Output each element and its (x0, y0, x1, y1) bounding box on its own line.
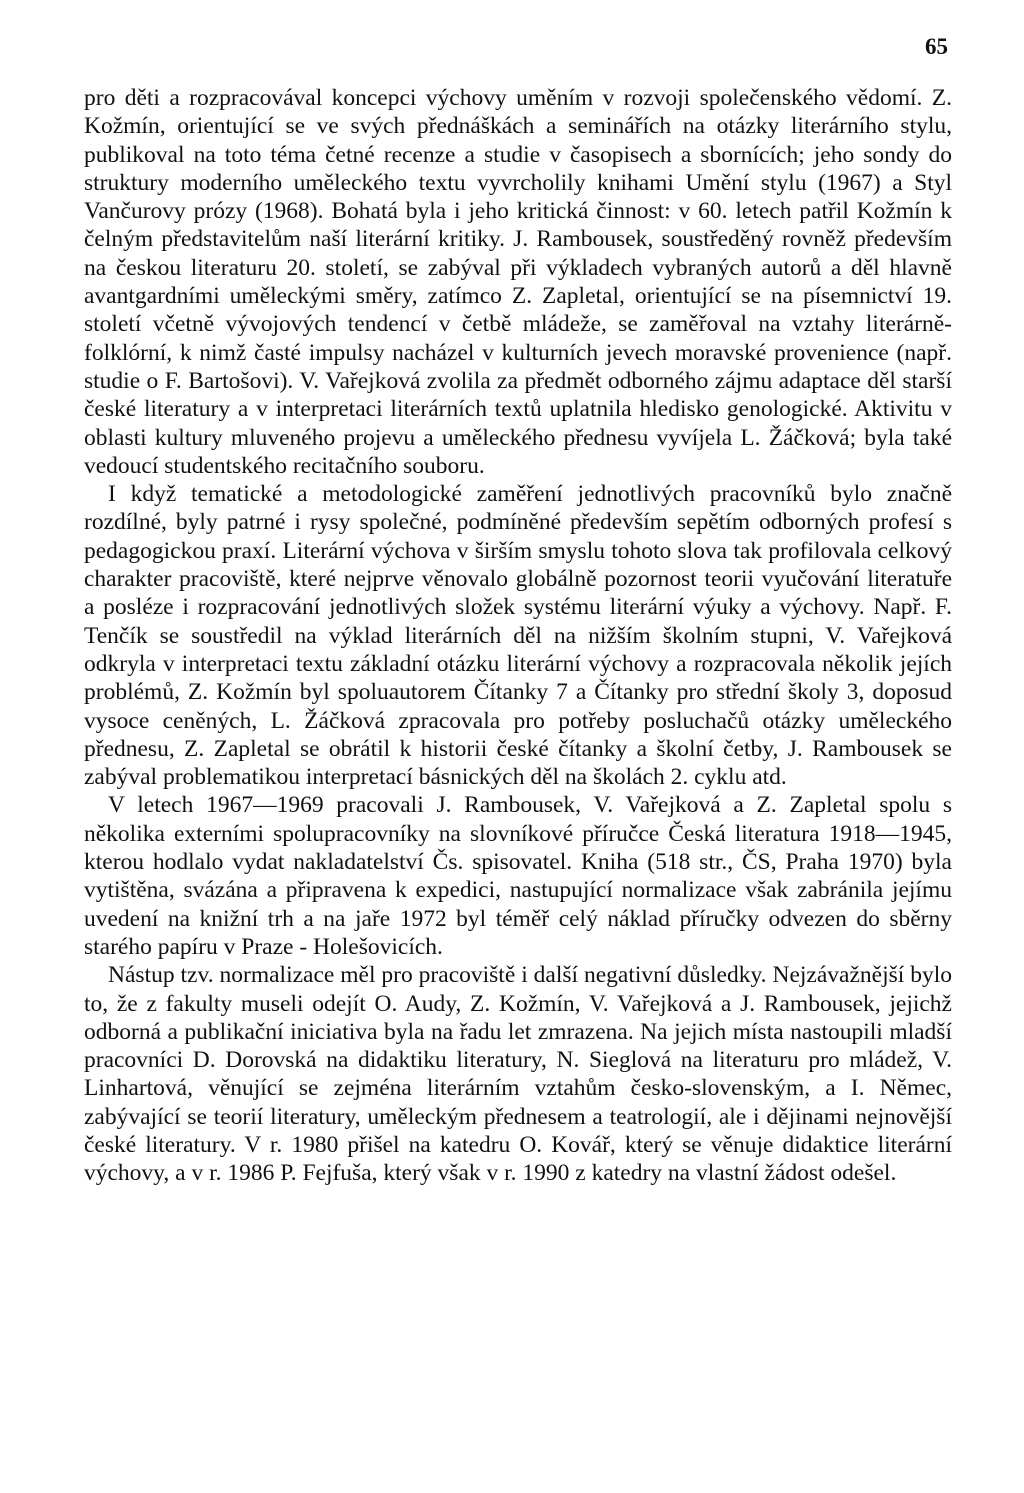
paragraph-2: I když tematické a metodologické zaměření jednotlivých pracovníků bylo značně rozdílné, byly patrné i rysy společné, podmíněné především sepětím odborných profesí s pedagogickou praxí. Literární výchova v širším smyslu tohoto slova tak profilovala celkový charakter pracoviště, které nejprve věnovalo globálně pozornost teorii vyučování literatuře a posléze i rozpracování jednotlivých složek systému literární výuky a výchovy. Např. F. Tenčík se soustředil na výklad literárních děl na nižším školním stupni, V. Vařejková odkryla v interpretaci textu základní otázku literární výchovy a rozpracovala několik jejích problémů, Z. Kožmín byl spoluautorem Čítanky 7 a Čítanky pro střední školy 3, doposud vysoce ceněných, L. Žáčková zpracovala pro potřeby posluchačů otázky uměleckého přednesu, Z. Zapletal se obrátil k historii české čítanky a školní četby, J. Rambousek se zabýval problematikou interpretací básnických děl na školách 2. cyklu atd. (84, 481, 952, 791)
page-number: 65 (925, 34, 948, 59)
paragraph-1: pro děti a rozpracovával koncepci výchovy uměním v rozvoji společenského vědomí. Z. Kožmín, orientující se ve svých přednáškách a seminářích na otázky literárního stylu, publikoval na toto téma četné recenze a studie v časopisech a sbornících; jeho sondy do struktury moderního uměleckého textu vyvrcholily knihami Umění stylu (1967) a Styl Vančurovy prózy (1968). Bohatá byla i jeho kritická činnost: v 60. letech patřil Kožmín k čelným představitelům naší literární kritiky. J. Rambousek, soustředěný rovněž především na českou literaturu 20. století, se zabýval při výkladech vybraných autorů a děl hlavně avantgardními uměleckými směry, zatímco Z. Zapletal, orientující se na písemnictví 19. století včetně vývojových tendencí v četbě mládeže, se zaměřoval na vztahy literárně-folklórní, k nimž časté impulsy nacházel v kulturních jevech moravské provenience (např. studie o F. Bartošovi). V. Vařejková zvolila za předmět odborného zájmu adaptace děl starší české literatury a v interpretaci literárních textů uplatnila hledisko genologické. Aktivitu v oblasti kultury mluveného projevu a uměleckého přednesu vyvíjela L. Žáčková; byla také vedoucí studentského recitačního souboru. (84, 85, 952, 479)
paragraph-4: Nástup tzv. normalizace měl pro pracoviště i další negativní důsledky. Nejzávažnější bylo to, že z fakulty museli odejít O. Audy, Z. Kožmín, V. Vařejková a J. Rambousek, jejichž odborná a publikační iniciativa byla na řadu let zmrazena. Na jejich místa nastoupili mladší pracovníci D. Dorovská na didaktiku literatury, N. Sieglová na literaturu pro mládež, V. Linhartová, věnující se zejména literárním vztahům česko-slovenským, a I. Němec, zabývající se teorií literatury, uměleckým přednesem a teatrologií, ale i dějinami nejnovější české literatury. V r. 1980 přišel na katedru O. Kovář, který se věnuje didaktice literární výchovy, a v r. 1986 P. Fejfuša, který však v r. 1990 z katedry na vlastní žádost odešel. (84, 962, 952, 1187)
page-body (84, 84, 952, 1188)
paragraph-3: V letech 1967—1969 pracovali J. Rambousek, V. Vařejková a Z. Zapletal spolu s několika externími spolupracovníky na slovníkové příručce Česká literatura 1918—1945, kterou hodlalo vydat nakladatelství Čs. spisovatel. Kniha (518 str., ČS, Praha 1970) byla vytištěna, svázána a připravena k expedici, nastupující normalizace však zabránila jejímu uvedení na knižní trh a na jaře 1972 byl téměř celý náklad příručky odvezen do sběrny starého papíru v Praze - Holešovicích. (84, 792, 952, 960)
